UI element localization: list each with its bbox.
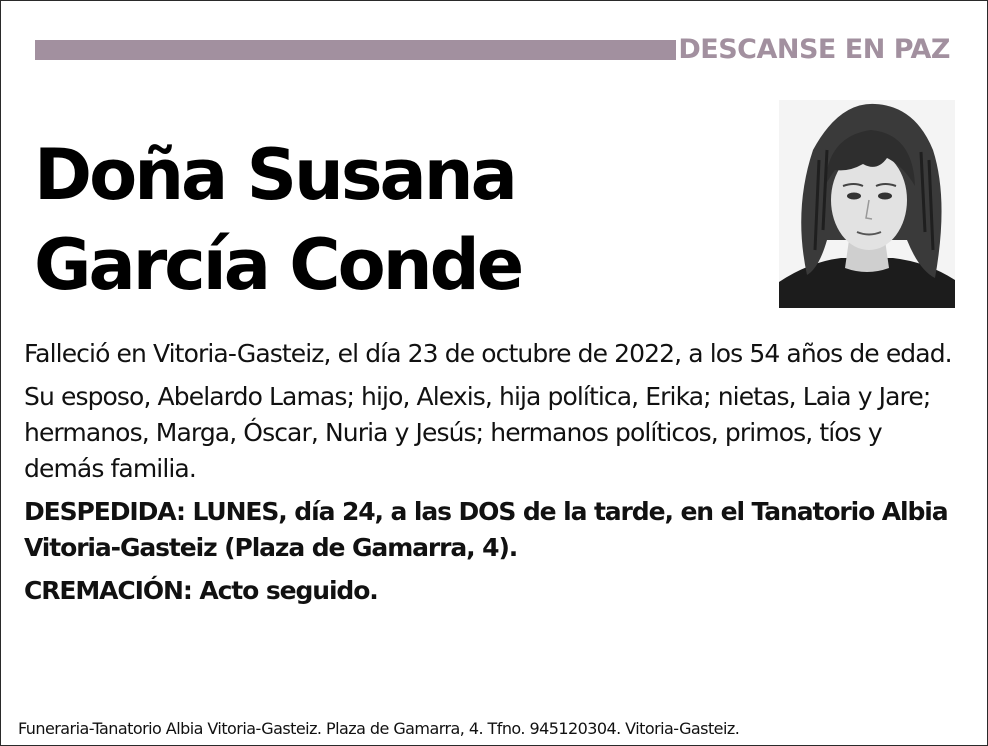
death-notice-paragraph: Falleció en Vitoria-Gasteiz, el día 23 de octubre de 2022, a los 54 años de edad. — [24, 339, 952, 368]
header-decorative-bar — [35, 40, 676, 60]
obituary-body — [24, 336, 964, 616]
funeral-home-footer: Funeraria-Tanatorio Albia Vitoria-Gasteiz. Plaza de Gamarra, 4. Tfno. 945120304. Vitoria-Gasteiz. — [18, 719, 740, 738]
deceased-name-line1: Doña Susana — [34, 134, 515, 216]
family-paragraph: Su esposo, Abelardo Lamas; hijo, Alexis, hija política, Erika; nietas, Laia y Jare; hermanos, Marga, Óscar, Nuria y Jesús; hermanos políticos, primos, tíos y demás familia. — [24, 382, 931, 483]
farewell-paragraph: DESPEDIDA: LUNES, día 24, a las DOS de la tarde, en el Tanatorio Albia Vitoria-Gasteiz (Plaza de Gamarra, 4). — [24, 497, 948, 562]
deceased-name — [34, 130, 521, 310]
deceased-name-line2: García Conde — [34, 224, 522, 306]
section-label: DESCANSE EN PAZ — [678, 34, 950, 65]
cremation-paragraph: CREMACIÓN: Acto seguido. — [24, 576, 378, 605]
portrait-photo — [779, 100, 955, 308]
